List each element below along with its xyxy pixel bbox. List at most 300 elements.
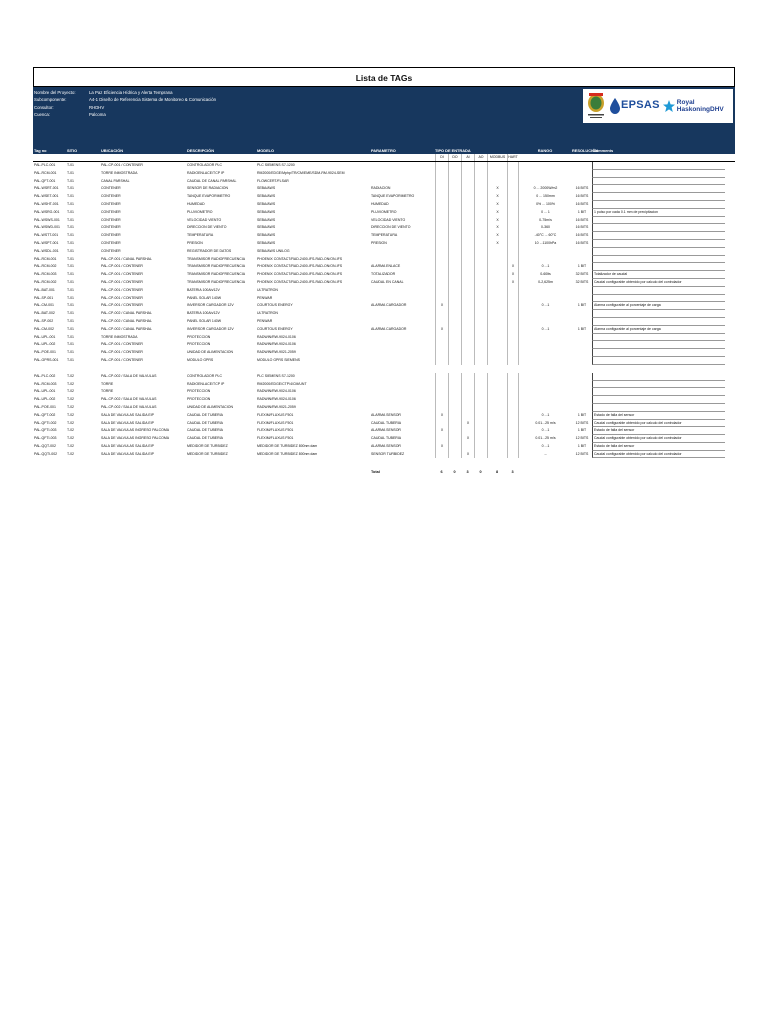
cell-tag: PAL-RCM-002 [34,264,57,269]
cell-sitio: T-01 [67,318,75,323]
cell-resolucion [572,318,592,326]
cell-hart [507,451,518,459]
cell-hart [507,435,518,443]
table-row [33,279,735,287]
cell-modelo: MEDIDOR DE TURBIDEZ 800nm dam [257,443,318,448]
cell-do [448,201,461,209]
royal-haskoning-wordmark [677,99,724,113]
table-row [33,349,735,357]
cell-modelo: PENWAR [257,318,273,323]
cell-sitio: T-01 [67,350,75,355]
cell-hart [507,217,518,225]
cell-hart [507,341,518,349]
cell-modbus [487,178,507,186]
cell-descripcion: UNIDAD DE ALIMENTACION [187,350,234,355]
header-tipo-entrada: TIPO DE ENTRADA [435,148,471,153]
cell-descripcion: TEMPERATURA [187,233,214,238]
cell-di: X [435,326,448,334]
cell-do [448,396,461,404]
cell-ao [474,217,487,225]
cell-ai [461,178,474,186]
cell-descripcion: PROTECCION [187,397,211,402]
cell-ubicacion: SALA DE VALVULAS SALIDA EIP [101,443,154,448]
cell-modbus [487,427,507,435]
haskoning-text: HaskoningDHV [676,106,724,113]
cell-ao [474,271,487,279]
cell-do [448,287,461,295]
cell-resolucion: 16 BITS [575,217,589,222]
cell-di: X [435,427,448,435]
cell-rango: 0 ...1 [518,302,572,310]
cell-di [435,271,448,279]
cell-modelo: FLEXIM/FLUXUS F501 [257,436,294,441]
cell-parametro: ALARMA SENSOR [371,443,401,448]
cell-hart [507,240,518,248]
cell-ao [474,193,487,201]
cell-tag: PAL-WSDL-001 [34,248,59,253]
cell-rango: 0 ... 150mm [518,193,572,201]
cell-ubicacion: PAL-CP-002 / CANAL PARSHAL [101,318,152,323]
subheader-ai: AI [461,154,474,161]
cell-tag: PAL-QFTI-003 [34,436,57,441]
cell-resolucion: 16 BITS [575,225,589,230]
cell-modelo: SEBA/AWS [257,201,276,206]
cell-do [448,193,461,201]
cell-sitio: T-02 [67,389,75,394]
cell-ai [461,185,474,193]
cell-ao [474,256,487,264]
cell-ubicacion: PAL-CP-001 / CONTENER [101,357,143,362]
cell-modelo: SEBA/AWS [257,225,276,230]
cell-di [435,209,448,217]
cell-tag: PAL-QFT-002 [34,412,56,417]
cell-ai [461,334,474,342]
cell-comments: Alarma configurable al porcentaje de carga [592,326,725,334]
cell-resolucion: 1 BIT [577,303,587,308]
table-row [33,224,735,232]
cell-modelo: FLEXIM/FLUXUS F501 [257,420,294,425]
cell-tag: PAL-UPL-001 [34,334,56,339]
cell-do [448,302,461,310]
cell-parametro: DIRECCION DE VIENTO [371,225,411,230]
cell-hart: X [507,263,518,271]
cell-rango: -- [518,451,572,459]
cell-rango [518,287,572,295]
cell-ao [474,279,487,287]
cell-di [435,162,448,170]
cell-parametro: TEMPERATURA [371,233,398,238]
total-di: 6 [440,470,443,475]
cell-ao [474,232,487,240]
cell-rango: 0.01...25 m/s [518,435,572,443]
cell-rango [518,256,572,264]
cell-parametro [371,373,435,381]
cell-modelo: SEBA/AWS [257,240,276,245]
header-modelo: MODELO [257,148,275,153]
cell-do [448,412,461,420]
cell-sitio: T-02 [67,381,75,386]
cell-ai [461,381,474,389]
cell-hart [507,404,518,412]
cell-parametro: CAUDAL EN CANAL [371,279,404,284]
cell-comments: Caudal configurable obtenido por calculo del controlador [592,279,725,287]
cell-ao [474,349,487,357]
cell-tag: PAL-RCM-001 [34,170,57,175]
cell-modelo: PHOENIX CONTACT/RAD-2400-IFS-RAD-ON/ON-IFS [257,279,343,284]
cell-ubicacion: PAL-CP-002 / CANAL PARSHAL [101,326,152,331]
cell-hart [507,256,518,264]
cell-ubicacion: SALA DE VALVULAS SALIDA EIP [101,412,154,417]
cell-ai [461,170,474,178]
cell-sitio: T-01 [67,225,75,230]
cell-do [448,373,461,381]
cell-ubicacion: TORRE INMOSTRADA [101,334,138,339]
cell-sitio: T-02 [67,420,75,425]
cell-modelo: FLEXIM/FLUXUS F501 [257,428,294,433]
cell-modbus [487,318,507,326]
cell-rango: 0 ...1 [518,427,572,435]
cell-ai [461,396,474,404]
cell-comments [592,201,725,209]
cell-hart [507,170,518,178]
cell-sitio: T-01 [67,170,75,175]
cell-descripcion: TRANSMISOR RADIOFRECUENCIA [187,264,246,269]
cell-sitio: T-01 [67,326,75,331]
cell-do [448,427,461,435]
cell-modelo: SEBA/AWS [257,186,276,191]
cell-do [448,240,461,248]
cell-resolucion: 1 BIT [577,209,587,214]
cell-comments: Alarma configurable al porcentaje de carga [592,302,725,310]
table-row [33,420,735,428]
cell-descripcion: CAUDAL DE TUBERIA [187,420,223,425]
water-drop-icon [610,98,620,114]
cell-rango: 0.01...25 m/s [518,420,572,428]
cell-descripcion: DIRECCION DE VIENTO [187,225,227,230]
cell-rango [518,334,572,342]
cell-modbus: X [487,185,507,193]
cell-modelo: ULTRATRON [257,311,278,316]
cell-ai [461,201,474,209]
cell-do [448,349,461,357]
cell-parametro: PLUVIOMETRO [371,209,397,214]
info-label: Nombre del Proyecto: [34,90,76,95]
cell-do [448,435,461,443]
cell-hart [507,178,518,186]
cell-parametro [371,396,435,404]
cell-parametro [371,357,435,365]
star-icon [663,100,675,112]
table-row [33,209,735,217]
cell-descripcion: TRANSMISOR RADIOFRECUENCIA [187,279,246,284]
cell-hart [507,302,518,310]
cell-comments [592,404,725,412]
cell-ai [461,443,474,451]
cell-rango: 0% ... 100% [518,201,572,209]
cell-ubicacion: CONTENER [101,233,121,238]
table-row [33,404,735,412]
cell-resolucion: 1 BIT [577,443,587,448]
cell-parametro [371,310,435,318]
table-row [33,302,735,310]
cell-di [435,185,448,193]
cell-sitio: T-02 [67,373,75,378]
info-value: A4-1 Diseño de Referencia Sistema de Monitoreo & Comunicación [89,97,217,103]
cell-modbus [487,326,507,334]
cell-sitio: T-01 [67,272,75,277]
table-row [33,326,735,334]
cell-modelo: COURTOUS ENERGY [257,303,293,308]
cell-hart [507,388,518,396]
cell-ubicacion: PAL-CP-002 / CANAL PARSHAL [101,311,152,316]
cell-tag: PAL-UPL-002 [34,342,56,347]
cell-do [448,318,461,326]
cell-rango [518,170,572,178]
cell-rango: 0 ...1 [518,412,572,420]
cell-modelo: PLC SIEMENS S7-1200 [257,373,295,378]
cell-descripcion: RADIOENLACE/TCP IP [187,381,225,386]
cell-ai [461,162,474,170]
cell-resolucion: 1 BIT [577,264,587,269]
cell-descripcion: CONTROLADOR PLC [187,373,223,378]
cell-descripcion: RADIOENLACE/TCP IP [187,170,225,175]
cell-resolucion: 1 BIT [577,326,587,331]
cell-resolucion: 32 BITS [575,272,589,277]
epsas-wordmark: EPSAS [621,99,660,112]
cell-comments: Estado de falla del sensor [592,427,725,435]
cell-ai [461,209,474,217]
cell-parametro [371,404,435,412]
cell-ao [474,420,487,428]
cell-comments [592,162,725,170]
cell-ubicacion: CONTENER [101,201,121,206]
cell-rango [518,295,572,303]
cell-di [435,451,448,459]
cell-resolucion: 12 BITS [575,420,589,425]
cell-resolucion: 1 BIT [577,412,587,417]
cell-sitio: T-01 [67,201,75,206]
cell-hart: X [507,271,518,279]
cell-ubicacion: CONTENER [101,217,121,222]
cell-descripcion: PROTECCION [187,342,211,347]
cell-comments [592,388,725,396]
cell-comments: Caudal configurable obtenido por calculo del controlador [592,451,725,459]
table-row [33,232,735,240]
cell-sitio: T-01 [67,248,75,253]
cell-ubicacion: PAL-CP-001 / CONTENER [101,342,143,347]
cell-resolucion [572,178,592,186]
cell-ubicacion: PAL-CP-001 / CONTENER [101,163,143,167]
cell-di [435,217,448,225]
cell-rango: 0 ...1 [518,443,572,451]
cell-do [448,232,461,240]
info-label: Consultor: [34,104,54,110]
table-row [33,263,735,271]
cell-sitio: T-01 [67,217,75,222]
total-hart: 3 [511,470,514,475]
cell-modelo: PHOENIX CONTACT/RAD-2400-IFS-RAD-ON/ON-IFS [257,272,343,277]
cell-resolucion: 12 BITS [575,451,589,456]
cell-rango: 0 ...1 [518,326,572,334]
cell-modbus [487,263,507,271]
cell-di [435,232,448,240]
subheader-hart: HART [508,155,518,159]
cell-ao [474,404,487,412]
table-row [33,193,735,201]
cell-comments [592,373,725,381]
cell-ubicacion: PAL-CP-001 / CONTENER [101,287,143,292]
cell-resolucion: 16 BITS [575,186,589,191]
cell-sitio: T-01 [67,287,75,292]
table-row [33,271,735,279]
cell-parametro [371,388,435,396]
table-row [33,310,735,318]
cell-resolucion [572,287,592,295]
cell-parametro [371,318,435,326]
cell-comments: Estado de falla del sensor [592,443,725,451]
cell-do [448,170,461,178]
cell-hart [507,185,518,193]
cell-resolucion [572,388,592,396]
cell-ubicacion: PAL-CP-001 / CONTENER [101,279,143,284]
cell-ao [474,295,487,303]
cell-tag: PAL-QQTI-002 [34,451,58,456]
epsas-logo [610,98,660,114]
cell-tag: PAL-POE-001 [34,350,56,355]
table-row [33,217,735,225]
table-row [33,334,735,342]
cell-modelo: MEDIDOR DE TURBIDEZ 800nm dam [257,451,318,456]
cell-modelo: RADWIN/RW-9024-0106 [257,342,296,347]
cell-rango [518,357,572,365]
cell-ubicacion: CONTENER [101,248,121,253]
cell-hart [507,349,518,357]
cell-do [448,404,461,412]
cell-resolucion [572,248,592,256]
cell-comments [592,341,725,349]
cell-sitio: T-02 [67,412,75,417]
totals-row [33,468,735,477]
cell-comments [592,240,725,248]
cell-do [448,388,461,396]
cell-sitio: T-01 [67,295,75,300]
table-row [33,162,735,170]
cell-ubicacion: CONTENER [101,225,121,230]
cell-modelo: MODULO GPRS SIEMENS [257,357,300,362]
cell-parametro [371,295,435,303]
table-row [33,185,735,193]
cell-descripcion: TANQUE EVAPORIMETRO [187,194,231,199]
cell-tag: PAL-GPRS-001 [34,357,59,362]
bolivia-seal-logo [585,91,607,121]
cell-ubicacion: TORRE INMOSTRADA [101,170,138,175]
cell-resolucion [572,341,592,349]
cell-di [435,224,448,232]
cell-di [435,420,448,428]
cell-comments [592,396,725,404]
cell-di [435,279,448,287]
cell-modbus [487,443,507,451]
cell-ao [474,427,487,435]
cell-hart [507,224,518,232]
table-row [33,248,735,256]
table-row [33,357,735,365]
cell-ai [461,217,474,225]
cell-ai [461,357,474,365]
table-row [33,201,735,209]
cell-do [448,326,461,334]
cell-resolucion [572,396,592,404]
cell-parametro [371,349,435,357]
cell-modbus [487,271,507,279]
cell-descripcion: CAUDAL DE TUBERIA [187,436,223,441]
cell-parametro: CAUDAL TUBERIA [371,436,402,441]
cell-parametro [371,381,435,389]
cell-ao [474,357,487,365]
cell-ai [461,412,474,420]
project-info [33,87,735,147]
cell-ubicacion: SALA DE VALVULAS INGRESO PALCOMA [101,436,170,441]
cell-rango: 0 ...1 [518,263,572,271]
cell-comments [592,263,725,271]
cell-descripcion: PROTECCION [187,389,211,394]
cell-ao [474,263,487,271]
total-do: 0 [453,470,456,475]
cell-rango: 0-75m/s [518,217,572,225]
cell-modelo: SEBA/AWS [257,233,276,238]
header-descripcion: DESCRIPCIÓN [187,148,215,153]
cell-ai [461,232,474,240]
cell-ai [461,295,474,303]
cell-ao [474,178,487,186]
table-row [33,170,735,178]
cell-ubicacion: PAL-CP-002 / SALA DE VALVULAS [101,397,157,402]
cell-do [448,224,461,232]
cell-hart [507,248,518,256]
cell-parametro: ALARMA SENSOR [371,412,401,417]
cell-ubicacion: PAL-CP-001 / CONTENER [101,295,143,300]
cell-descripcion: HUMEDAD [187,201,205,206]
cell-do [448,185,461,193]
cell-tag: PAL-UPL-001 [34,389,56,394]
cell-modbus [487,248,507,256]
cell-parametro [371,287,435,295]
cell-comments [592,295,725,303]
cell-resolucion: 16 BITS [575,233,589,238]
cell-tag: PAL-QFTI-002 [34,420,57,425]
cell-modbus [487,279,507,287]
table-row [33,256,735,264]
cell-comments [592,287,725,295]
cell-ao [474,240,487,248]
cell-rango: -40°C ... 60°C [518,232,572,240]
cell-rango [518,381,572,389]
cell-tag: PAL-PLC-002 [34,373,56,378]
table-row [33,373,735,381]
cell-tag: PAL-SP-002 [34,318,54,323]
cell-modelo: PENWAR [257,295,273,300]
cell-resolucion: 16 BITS [575,201,589,206]
cell-tag: PAL-QQT-002 [34,443,56,448]
cell-resolucion [572,349,592,357]
total-ai: 3 [466,470,469,475]
cell-ai [461,302,474,310]
cell-modelo: RADWIN/RW-9021-2059 [257,350,296,355]
cell-ai [461,427,474,435]
cell-resolucion: 32 BITS [575,279,589,284]
subheader-modbus: MODBUS [487,154,507,161]
cell-di [435,263,448,271]
